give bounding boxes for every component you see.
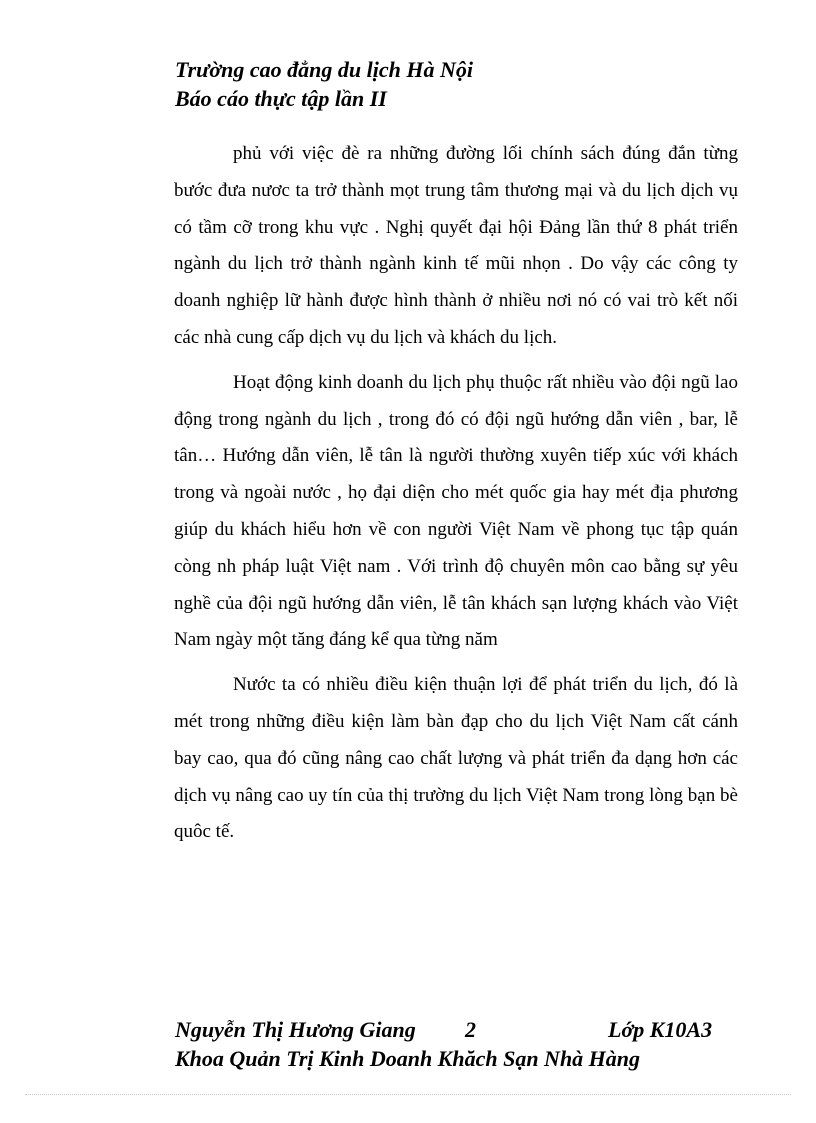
paragraph: Hoạt động kinh doanh du lịch phụ thuộc rất nhiều vào đội ngũ lao động trong ngành du lịch , trong đó có đội ngũ hướng dẫn viên , bar, lễ tân… Hướng dẫn viên, lễ tân là người thường xuyên tiếp xúc với khách trong và ngoài nước , họ đại diện cho mét quốc gia hay mét địa phương giúp du khách hiểu hơn về con người Việt Nam về phong tục tập quán còng nh pháp luật Việt nam . Với trình độ chuyên môn cao bằng sự yêu nghề của đội ngũ hướng dẫn viên, lễ tân khách sạn lượng khách vào Việt Nam ngày một tăng đáng kể qua từng năm bbox=[174, 371, 738, 651]
department-name: Khoa Quản Trị Kinh Doanh Khăch Sạn Nhà Hàng bbox=[175, 1046, 641, 1071]
paragraph: Nước ta có nhiều điều kiện thuận lợi để phát triển du lịch, đó là mét trong những điều kiện làm bàn đạp cho du lịch Việt Nam cất cánh bay cao, qua đó cũng nâng cao chất lượng và phát triển đa dạng hơn các dịch vụ nâng cao uy tín của thị trường du lịch Việt Nam trong lòng bạn bè quôc tế. bbox=[174, 674, 738, 843]
class-label: Lớp K10A3 bbox=[608, 1017, 713, 1042]
page-header bbox=[175, 55, 473, 113]
paragraph: phủ với việc đè ra những đường lối chính sách đúng đắn từng bước đưa nươc ta trở thành mọt trung tâm thương mại và du lịch dịch vụ có tầm cỡ trong khu vực . Nghị quyết đại hội Đảng lần thứ 8 phát triển ngành du lịch trở thành ngành kinh tế mũi nhọn . Do vậy các công ty doanh nghiệp lữ hành được hình thành ở nhiều nơi nó có vai trò kết nối các nhà cung cấp dịch vụ du lịch và khách du lịch. bbox=[174, 143, 738, 348]
page-footer bbox=[175, 1015, 753, 1073]
footer-line-author bbox=[175, 1015, 753, 1044]
school-name: Trường cao đẳng du lịch Hà Nội bbox=[175, 57, 473, 82]
page-number: 2 bbox=[465, 1017, 476, 1042]
document-body bbox=[174, 136, 738, 859]
author-name: Nguyễn Thị Hương Giang bbox=[175, 1017, 416, 1042]
report-title: Báo cáo thực tập lần II bbox=[175, 86, 387, 111]
page-bottom-divider bbox=[25, 1094, 791, 1095]
